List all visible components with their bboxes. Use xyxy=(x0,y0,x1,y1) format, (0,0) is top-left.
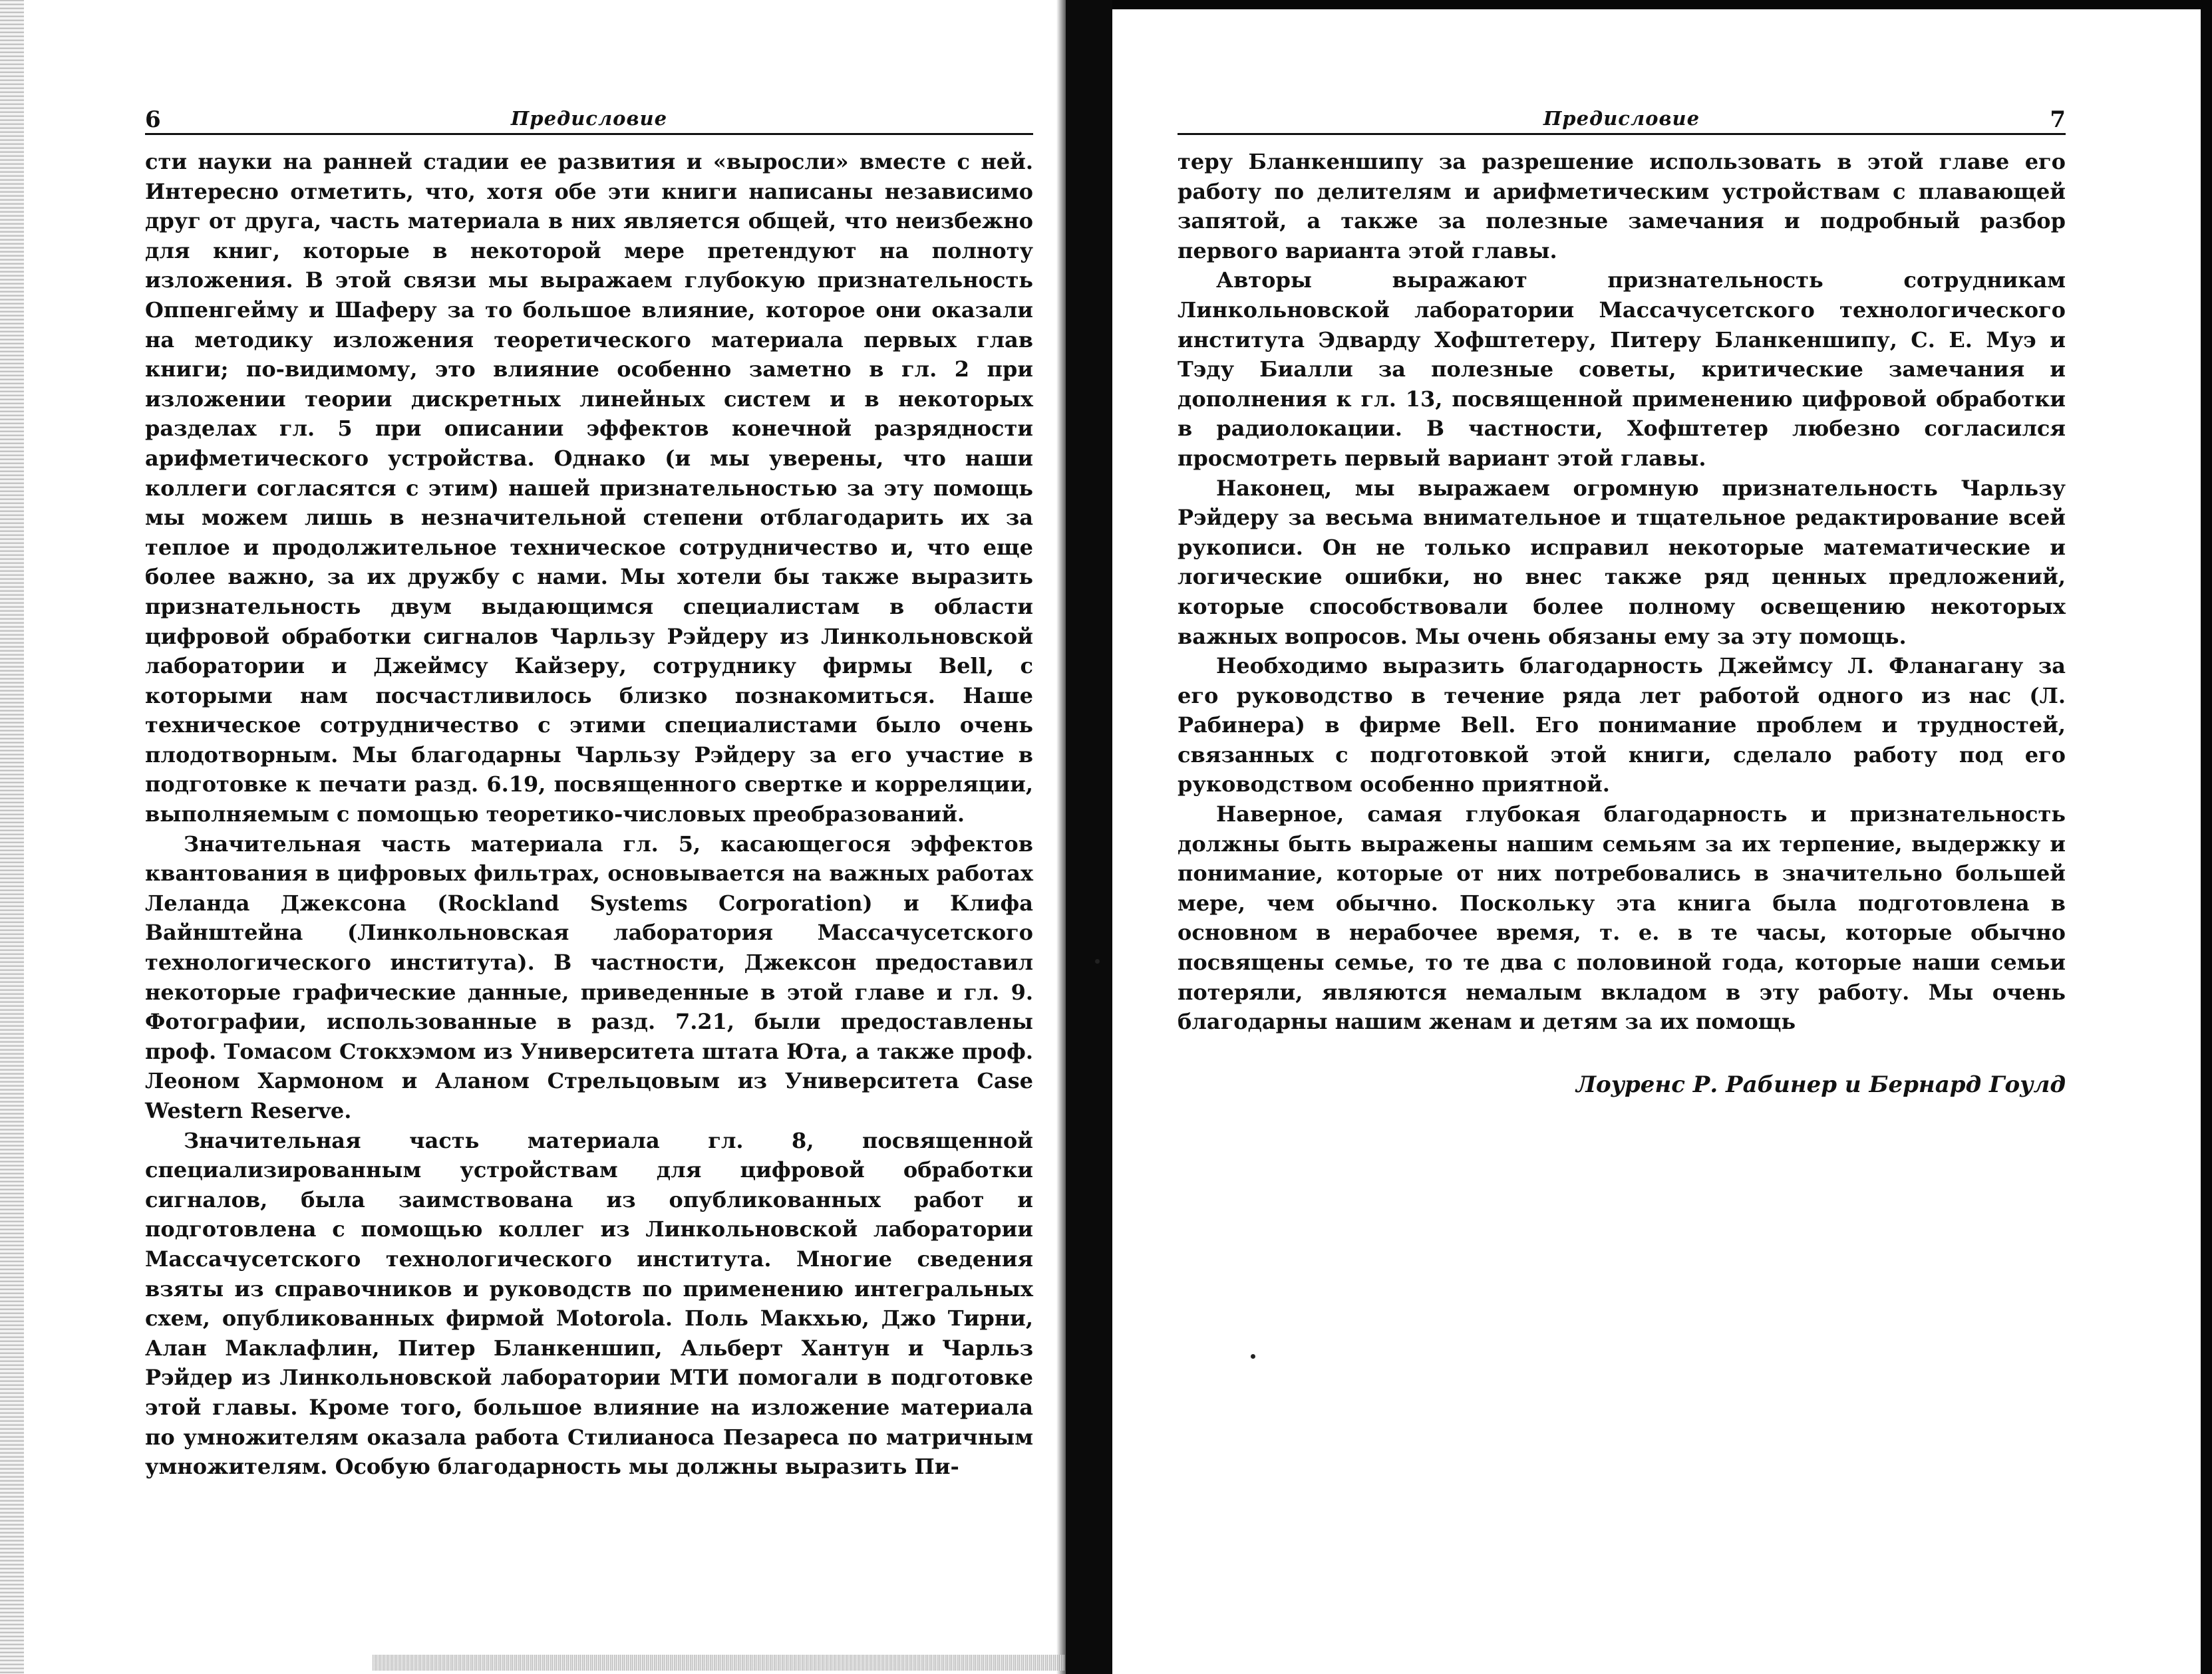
left-paragraph-1: сти науки на ранней стадии ее развития и «выросли» вместе с ней. Интересно отметить, что, хотя обе эти книги написаны независимо друг от друга, часть материала в них является общей, что неизбежно для книг, которые в некоторой мере претендуют на полноту изложения. В этой связи мы выражаем глубокую признательность Оппенгейму и Шаферу за то большое влияние, которое они оказали на методику изложения теоретического материала первых глав книги; по-видимому, это влияние особенно заметно в гл. 2 при изложении теории дискретных линейных систем и в некоторых разделах гл. 5 при описании эффектов конечной разрядности арифметического устройства. Однако (и мы уверены, что наши коллеги согласятся с этим) нашей признательностью за эту помощь мы можем лишь в незначительной степени отблагодарить их за теплое и продолжительное техническое сотрудничество и, что еще более важно, за их дружбу с нами. Мы хотели бы также выразить признательность двум выдающимся специалистам в области цифровой обработки сигналов Чарльзу Рэйдеру из Линкольновской лаборатории и Джеймсу Кайзеру, сотруднику фирмы Bell, с которыми нам посчастливилось близко познакомиться. Наше техническое сотрудничество с этими специалистами было очень плодотворным. Мы благодарны Чарльзу Рэйдеру за его участие в подготовке к печати разд. 6.19, посвященного свертке и корреляции, выполняемым с помощью теоретико-числовых преобразований. xyxy=(145,149,1033,827)
right-paragraph-2: Авторы выражают признательность сотрудникам Линкольновской лаборатории Массачусетского технологического института Эдварду Хофштетеру, Питеру Бланкеншипу, С. Е. Муэ и Тэду Биалли за полезные советы, критические замечания и дополнения к гл. 13, посвященной применению цифровой обработки в радиолокации. В частности, Хофштетер любезно согласился просмотреть первый вариант этой главы. xyxy=(1178,267,2066,471)
scan-border-right xyxy=(2201,0,2212,1674)
left-page-header xyxy=(145,100,1033,135)
left-page xyxy=(145,100,1033,1482)
right-page-header xyxy=(1178,100,2066,135)
author-signature: Лоуренс Р. Рабинер и Бернард Гоулд xyxy=(1575,1071,2066,1098)
left-page-text xyxy=(145,147,1033,1482)
scan-noise-bottom xyxy=(373,1655,1064,1671)
scan-speck xyxy=(1251,1354,1255,1359)
right-paragraph-1: теру Бланкеншипу за разрешение использовать в этой главе его работу по делителям и арифметическим устройствам с плавающей запятой, а также за полезные замечания и подробный разбор первого варианта этой главы. xyxy=(1178,149,2066,263)
right-page xyxy=(1178,100,2066,1098)
scan-border-top xyxy=(1112,0,2212,9)
right-page-number: 7 xyxy=(2050,106,2066,133)
left-paragraph-3: Значительная часть материала гл. 8, посвященной специализированным устройствам для цифровой обработки сигналов, была заимствована из опубликованных работ и подготовлена с помощью коллег из Линкольновской лаборатории Массачусетского технологического института. Многие сведения взяты из справочников и руководств по применению интегральных схем, опубликованных фирмой Motorola. Поль Макхью, Джо Тирни, Алан Маклафлин, Питер Бланкеншип, Альберт Хантун и Чарльз Рэйдер из Линкольновской лаборатории МТИ помогали в подготовке этой главы. Кроме того, большое влияние на изложение материала по умножителям оказала работа Стилианоса Пезареса по матричным умножителям. Особую благодарность мы должны выразить Пи- xyxy=(145,1127,1033,1480)
left-page-number: 6 xyxy=(145,106,161,133)
spine-shadow xyxy=(1056,0,1066,1674)
book-gutter xyxy=(1066,0,1112,1674)
left-paragraph-2: Значительная часть материала гл. 5, касающегося эффектов квантования в цифровых фильтрах, основывается на важных работах Леланда Джексона (Rockland Systems Corporation) и Клифа Вайнштейна (Линкольновская лаборатория Массачусетского технологического института). В частности, Джексон предоставил некоторые графические данные, приведенные в этой главе и гл. 9. Фотографии, использованные в разд. 7.21, были предоставлены проф. Томасом Стокхэмом из Университета штата Юта, а также проф. Леоном Хармоном и Аланом Стрельцовым из Университета Case Western Reserve. xyxy=(145,831,1033,1123)
right-running-title: Предисловие xyxy=(1543,107,1700,130)
scan-speck xyxy=(1095,959,1100,964)
scan-edge-left xyxy=(0,0,24,1674)
right-paragraph-3: Наконец, мы выражаем огромную признательность Чарльзу Рэйдеру за весьма внимательное и тщательное редактирование всей рукописи. Он не только исправил некоторые математические и логические ошибки, но внес также ряд ценных предложений, которые способствовали более полному освещению некоторых важных вопросов. Мы очень обязаны ему за эту помощь. xyxy=(1178,475,2066,649)
right-page-text xyxy=(1178,147,2066,1098)
right-paragraph-4: Необходимо выразить благодарность Джеймсу Л. Фланагану за его руководство в течение ряда лет работой одного из нас (Л. Рабинера) в фирме Bell. Его понимание проблем и трудностей, связанных с подготовкой этой книги, сделало работу под его руководством особенно приятной. xyxy=(1178,653,2066,797)
right-paragraph-5: Наверное, самая глубокая благодарность и признательность должны быть выражены нашим семьям за их терпение, выдержку и понимание, которые от них потребовались в значительно большей мере, чем обычно. Поскольку эта книга была подготовлена в основном в нерабочее время, т. е. в те часы, которые обычно посвящены семье, то те два с половиной года, которые наши семьи потеряли, являются немалым вкладом в эту работу. Мы очень благодарны нашим женам и детям за их помощь xyxy=(1178,801,2066,1035)
left-running-title: Предисловие xyxy=(510,107,668,130)
